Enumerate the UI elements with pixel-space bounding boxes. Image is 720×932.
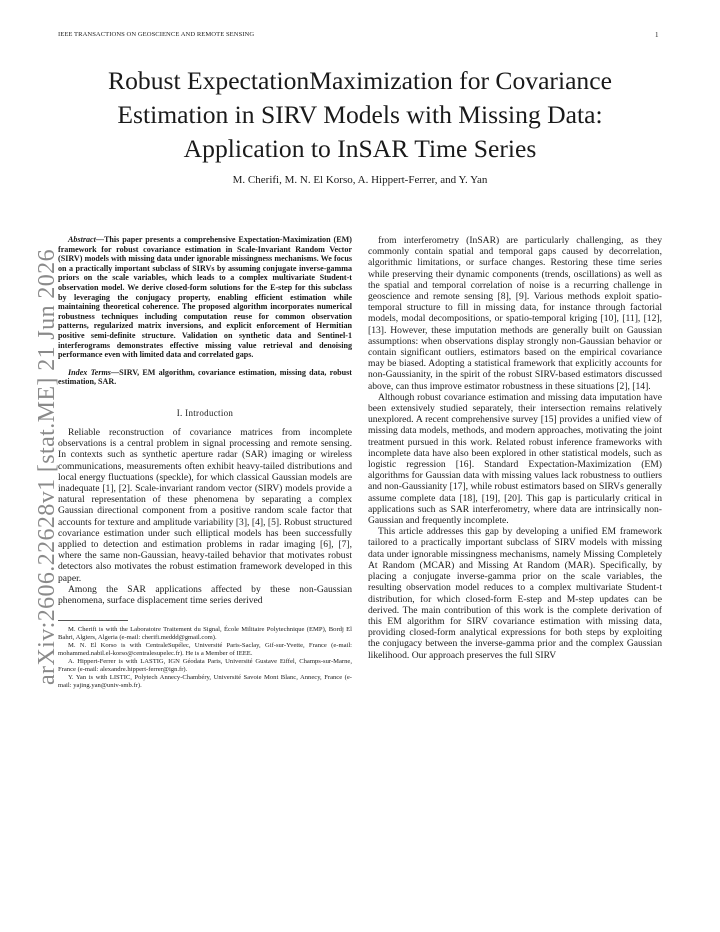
footnote-divider bbox=[58, 620, 128, 621]
title-line: Application to InSAR Time Series bbox=[183, 134, 537, 163]
arxiv-identifier: arXiv:2606.22628v1 [stat.ME] 21 Jun 2026 bbox=[34, 249, 60, 685]
author-affiliation-footnote: A. Hippert-Ferrer is with LASTIG, IGN Géodata Paris, Université Gustave Eiffel, Champs-sur-Marne, France (e-mail: alexandre.hippert-ferrer@ign.fr). bbox=[58, 657, 352, 673]
body-paragraph: from interferometry (InSAR) are particularly challenging, as they commonly contain spatial and temporal gaps caused by decorrelation, algorithmic limitations, or surface changes. Restoring these time series while preserving their dynamic components (trends, oscillations) as well as the spatial and temporal correlation of noise is a recurring challenge in geoscience and remote sensing [8], [9]. Various methods exploit spatio-temporal structure to fill in missing data, for instance through factorial models, modal decompositions, or spatio-temporal kriging [10], [11], [12], [13]. However, these imputation methods are generally built on Gaussian assumptions: when observations display strongly non-Gaussian behavior or contain significant outliers, estimators based on the empirical covariance may be biased. Adopting a statistical framework that explicitly accounts for non-Gaussianity, in the spirit of the robust SIRV-based estimators discussed above, can thus improve estimator robustness in these situations [2], [14]. bbox=[368, 235, 662, 392]
title-line: Robust ExpectationMaximization for Covariance bbox=[108, 66, 612, 95]
body-paragraph: Among the SAR applications affected by these non-Gaussian phenomena, surface displacement time series derived bbox=[58, 583, 352, 606]
page-number: 1 bbox=[655, 31, 659, 39]
author-affiliation-footnote: M. N. El Korso is with CentraleSupélec, Université Paris-Saclay, Gif-sur-Yvette, France (e-mail: mohammed.nabil.el-korso@centralesupelec.fr). He is a Member of IEEE. bbox=[58, 641, 352, 657]
body-paragraph: Although robust covariance estimation and missing data imputation have been extensively studied separately, their intersection remains relatively unexplored. A recent comprehensive survey [15] provides a unified view of missing data models, methods, and modern approaches, motivating the joint treatment pursued in this work. Related robust inference frameworks with incomplete data have also been explored in other statistical models, such as logistic regression [16]. Standard Expectation-Maximization (EM) algorithms for Gaussian data with missing values lack robustness to outliers and non-Gaussianity [17], while robust estimators based on SIRVs generally assume complete data [18], [19], [20]. This gap is particularly critical in applications such as SAR interferometry, where data are intrinsically non-Gaussian and frequently incomplete. bbox=[368, 391, 662, 527]
running-head: IEEE TRANSACTIONS ON GEOSCIENCE AND REMOTE SENSING bbox=[58, 31, 255, 38]
index-terms-text: —SIRV, EM algorithm, covariance estimation, missing data, robust estimation, SAR. bbox=[58, 367, 352, 387]
left-column bbox=[58, 235, 352, 689]
author-list: M. Cherifi, M. N. El Korso, A. Hippert-Ferrer, and Y. Yan bbox=[232, 174, 488, 186]
author-affiliation-footnote: M. Cherifi is with the Laboratoire Traitement du Signal, École Militaire Polytechnique (EMP), Bordj El Bahri, Algiers, Algeria (e-mail: cherifi.meddd@gmail.com). bbox=[58, 626, 352, 642]
abstract-text: —This paper presents a comprehensive Expectation-Maximization (EM) framework for robust covariance estimation in Scale-Invariant Random Vector (SIRV) models with missing data under ignorable missingness mechanisms. We focus on a practically important subclass of SIRVs by assuming conjugate inverse-gamma priors on the scale variables, which leads to a complex multivariate Student-t observation model. We derive closed-form solutions for the E-step for this subclass by leveraging the conjugacy property, enabling efficient estimation while maintaining theoretical coherence. The proposed algorithm incorporates numerical robustness techniques including computation reuse for common observation patterns, regularized matrix inversions, and explicit enforcement of Hermitian positive semi-definite structure. Validation on synthetic data and Sentinel-1 interferograms demonstrates effective missing value retrieval and denoising performance even with limited data and correlated gaps. bbox=[58, 235, 352, 360]
index-terms bbox=[58, 368, 352, 387]
abstract bbox=[58, 235, 352, 360]
index-terms-label: Index Terms bbox=[68, 367, 111, 377]
section-heading-introduction: I. Introduction bbox=[176, 407, 234, 418]
abstract-label: Abstract bbox=[68, 235, 96, 244]
right-column bbox=[368, 235, 662, 661]
author-affiliation-footnote: Y. Yan is with LISTIC, Polytech Annecy-Chambéry, Université Savoie Mont Blanc, Annecy, France (e-mail: yajing.yan@univ-smb.fr). bbox=[58, 673, 352, 689]
body-paragraph: Reliable reconstruction of covariance matrices from incomplete observations is a central problem in signal processing and remote sensing. In contexts such as synthetic aperture radar (SAR) imaging or wireless communications, measurements often exhibit heavy-tailed distributions and local energy fluctuations (speckle), for which classical Gaussian models are inadequate [1], [2]. Scale-invariant random vector (SIRV) models provide a natural representation of these phenomena by separating a complex Gaussian directional component from a positive random scale factor that accounts for texture and amplitude variability [3], [4], [5]. Robust structured covariance estimation under such elliptical models has been successfully applied to detection and estimation problems in radar imaging [6], [7], where the same non-Gaussian, heavy-tailed behavior that motivates robust detectors also motivates the robust estimation framework developed in this paper. bbox=[58, 426, 352, 584]
title-line: Estimation in SIRV Models with Missing Data: bbox=[117, 100, 603, 129]
body-paragraph: This article addresses this gap by developing a unified EM framework tailored to a practically important subclass of SIRV models with missing data under ignorable missingness mechanisms, namely Missing Completely At Random (MCAR) and Missing At Random (MAR). Specifically, by placing a conjugate inverse-gamma prior on the scale variables, the resulting observation model reduces to a complex multivariate Student-t distribution, for which closed-form E-step and M-step updates can be derived. The main contribution of this work is the complete derivation of this EM algorithm for SIRV covariance estimation with missing data, providing closed-form analytical expressions for both steps by exploiting the conjugacy between the inverse-gamma prior and the complex Gaussian likelihood. Our approach preserves the full SIRV bbox=[368, 526, 662, 661]
paper-title bbox=[40, 64, 680, 166]
